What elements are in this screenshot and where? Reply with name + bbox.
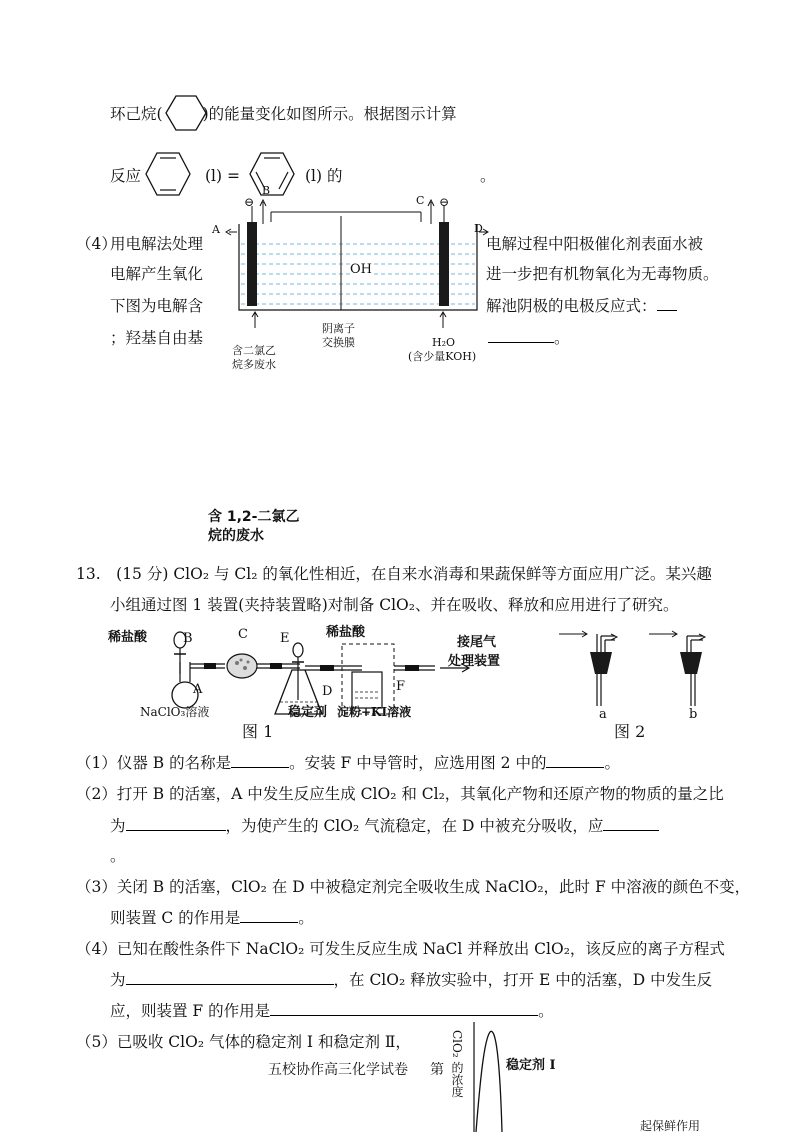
q1-text-c: 。 (604, 754, 620, 772)
q4-line-4-right (488, 327, 570, 349)
membrane-label-2: 交换膜 (322, 336, 355, 349)
fig1-starch-label: 淀粉+KI溶液 (337, 705, 412, 719)
inlet-left-label-2: 烷多废水 (232, 358, 276, 371)
footer-right: 第 (430, 1062, 444, 1078)
q3-line-1 (76, 876, 750, 898)
floating-label-1: 含 1,2-二氯乙 (208, 509, 300, 525)
q4-text-d: 应，则装置 F 的作用是 (110, 1002, 271, 1020)
fig1-tail-label-1: 接尾气 (457, 635, 497, 650)
q3-text-c: 。 (298, 909, 314, 927)
intro-line-2-pre: 反应 (110, 167, 142, 185)
footer-left: 五校协作高三化学试卷 (268, 1062, 408, 1078)
chart-ylabel: ClO₂ 的浓度 (450, 1030, 464, 1098)
q4-text-b: 为 (110, 971, 126, 989)
q4-line-c (110, 1000, 554, 1022)
chart-corner-label: 起保鲜作用 (640, 1119, 701, 1133)
q2-text-b: 为 (110, 817, 126, 835)
fig2-label-a: a (599, 707, 607, 722)
fig1-label-D: D (322, 684, 333, 699)
fig1-label-A: A (193, 682, 203, 697)
fig1-label-F: F (396, 679, 406, 694)
q4-line-4-end: 。 (554, 329, 570, 347)
q5-text-a: 已吸收 ClO₂ 气体的稳定剂 Ⅰ 和稳定剂 Ⅱ， (116, 1033, 411, 1051)
fig1-label-C: C (238, 627, 248, 642)
q4-text-e: 。 (538, 1002, 554, 1020)
intro-line-1 (110, 103, 457, 125)
inlet-right-label-2: (含少量KOH) (408, 350, 477, 363)
membrane-label-1: 阴离子 (322, 322, 355, 335)
intro-line-1-pre: 环己烷( (110, 105, 163, 123)
q1-blank-2[interactable] (546, 752, 604, 768)
q4-line-2-right: 进一步把有机物氧化为无毒物质。 (486, 265, 719, 283)
q4-text-a: 已知在酸性条件下 NaClO₂ 可发生反应生成 NaCl 并释放出 ClO₂，该反应的离子方程式 (116, 940, 725, 958)
intro-line-2 (110, 165, 141, 187)
floating-label-2: 烷的废水 (208, 528, 264, 544)
q3-text-b: 则装置 C 的作用是 (110, 909, 241, 927)
q2-blank-2[interactable] (603, 815, 659, 831)
q3-blank[interactable] (240, 907, 298, 923)
inlet-left-label-1: 含二氯乙 (232, 344, 276, 357)
intro-line-1-post: )的能量变化如图所示。根据图示计算 (202, 105, 457, 123)
q4-blank-2[interactable] (270, 1000, 538, 1016)
anode-minus-icon: ⊖ (244, 195, 255, 209)
cell-label-B: B (262, 184, 271, 197)
cell-label-D: D (474, 222, 483, 235)
q2-line-3: 。 (110, 847, 126, 865)
q5-line (76, 1031, 411, 1053)
q4-line-2-left: 电解产生氧化 (110, 265, 204, 283)
hydroxide-ion-label: OH (350, 262, 372, 277)
q1-number: （1） (76, 754, 117, 772)
figure-2-tubes (557, 628, 737, 718)
q3-text-a: 关闭 B 的活塞，ClO₂ 在 D 中被稳定剂完全吸收生成 NaClO₂，此时 F 中溶液的颜色不变， (116, 878, 751, 896)
intro-line-2-post: (l) 的 (305, 167, 343, 185)
q2-text-c: ，为使产生的 ClO₂ 气流稳定，在 D 中被充分吸收，应 (225, 817, 604, 835)
q13-stem-line-2: 小组通过图 1 装置(夹持装置略)对制备 ClO₂、并在吸收、释放和应用进行了研究。 (110, 596, 679, 614)
inlet-right-label-1: H₂O (432, 336, 456, 349)
q4-number: （4） (76, 235, 117, 253)
q5-number: （5） (76, 1033, 117, 1051)
fig1-naclo3-label: NaClO₃溶液 (140, 705, 210, 719)
q2-line-2 (110, 815, 659, 837)
q4-line-3-right (486, 295, 677, 317)
q4-line-b (110, 969, 712, 991)
fig1-acid-label-1: 稀盐酸 (108, 630, 148, 645)
q2-number: （2） (76, 785, 117, 803)
q4-line-1-right: 电解过程中阳极催化剂表面水被 (486, 235, 704, 253)
q1-text-b: 。安装 F 中导管时，应选用图 2 中的 (289, 754, 547, 772)
intro-line-2-end: 。 (480, 167, 496, 185)
q3-number: （3） (76, 878, 117, 896)
fig1-caption: 图 1 (242, 722, 274, 741)
q4-blank-1[interactable] (126, 969, 334, 985)
hydroxyl-answer-blank[interactable] (488, 327, 554, 343)
q1-text-a: 仪器 B 的名称是 (116, 754, 232, 772)
intro-line-2-mid: (l) = (205, 167, 240, 185)
cathode-minus-icon: ⊖ (439, 195, 450, 209)
q4-line-1-left: 用电解法处理 (110, 235, 204, 253)
cell-label-C: C (416, 194, 425, 207)
q3-line-2 (110, 907, 314, 929)
benzene-structure (250, 151, 294, 197)
q4-number-2: （4） (76, 940, 117, 958)
fig2-caption: 图 2 (614, 722, 646, 741)
cathode-answer-blank[interactable] (657, 295, 677, 311)
q1-line (76, 752, 620, 774)
fig1-stabilizer-label: 稳定剂 (288, 705, 328, 720)
fig1-acid-label-2: 稀盐酸 (326, 625, 366, 640)
q1-blank-1[interactable] (231, 752, 289, 768)
fig1-tail-label-2: 处理装置 (448, 654, 501, 669)
chart-series-label: 稳定剂 Ⅰ (506, 1058, 556, 1073)
q2-blank-1[interactable] (126, 815, 226, 831)
fig1-label-B: B (183, 631, 193, 646)
q4-line-a (76, 938, 725, 960)
clo2-concentration-chart (446, 1022, 586, 1132)
fig2-label-b: b (689, 707, 698, 722)
cell-label-A: A (212, 223, 220, 236)
q13-stem-line-1: 13. (15 分) ClO₂ 与 Cl₂ 的氧化性相近，在自来水消毒和果蔬保鲜等方面应用广泛。某兴趣 (76, 565, 712, 583)
fig1-label-E: E (280, 631, 290, 646)
cyclohexane-structure (166, 93, 206, 133)
q4-line-3-right-text: 解池阴极的电极反应式： (486, 297, 657, 315)
q4-text-c: ，在 ClO₂ 释放实验中，打开 E 中的活塞，D 中发生反 (333, 971, 713, 989)
q4-line-3-left: 下图为电解含 (110, 297, 204, 315)
q2-text-a: 打开 B 的活塞，A 中发生反应生成 ClO₂ 和 Cl₂，其氧化产物和还原产物的物质的量之比 (116, 785, 724, 803)
q2-line-1 (76, 783, 724, 805)
q4-line-4-left: ；羟基自由基 (110, 329, 204, 347)
cyclohexadiene-structure (146, 151, 190, 197)
